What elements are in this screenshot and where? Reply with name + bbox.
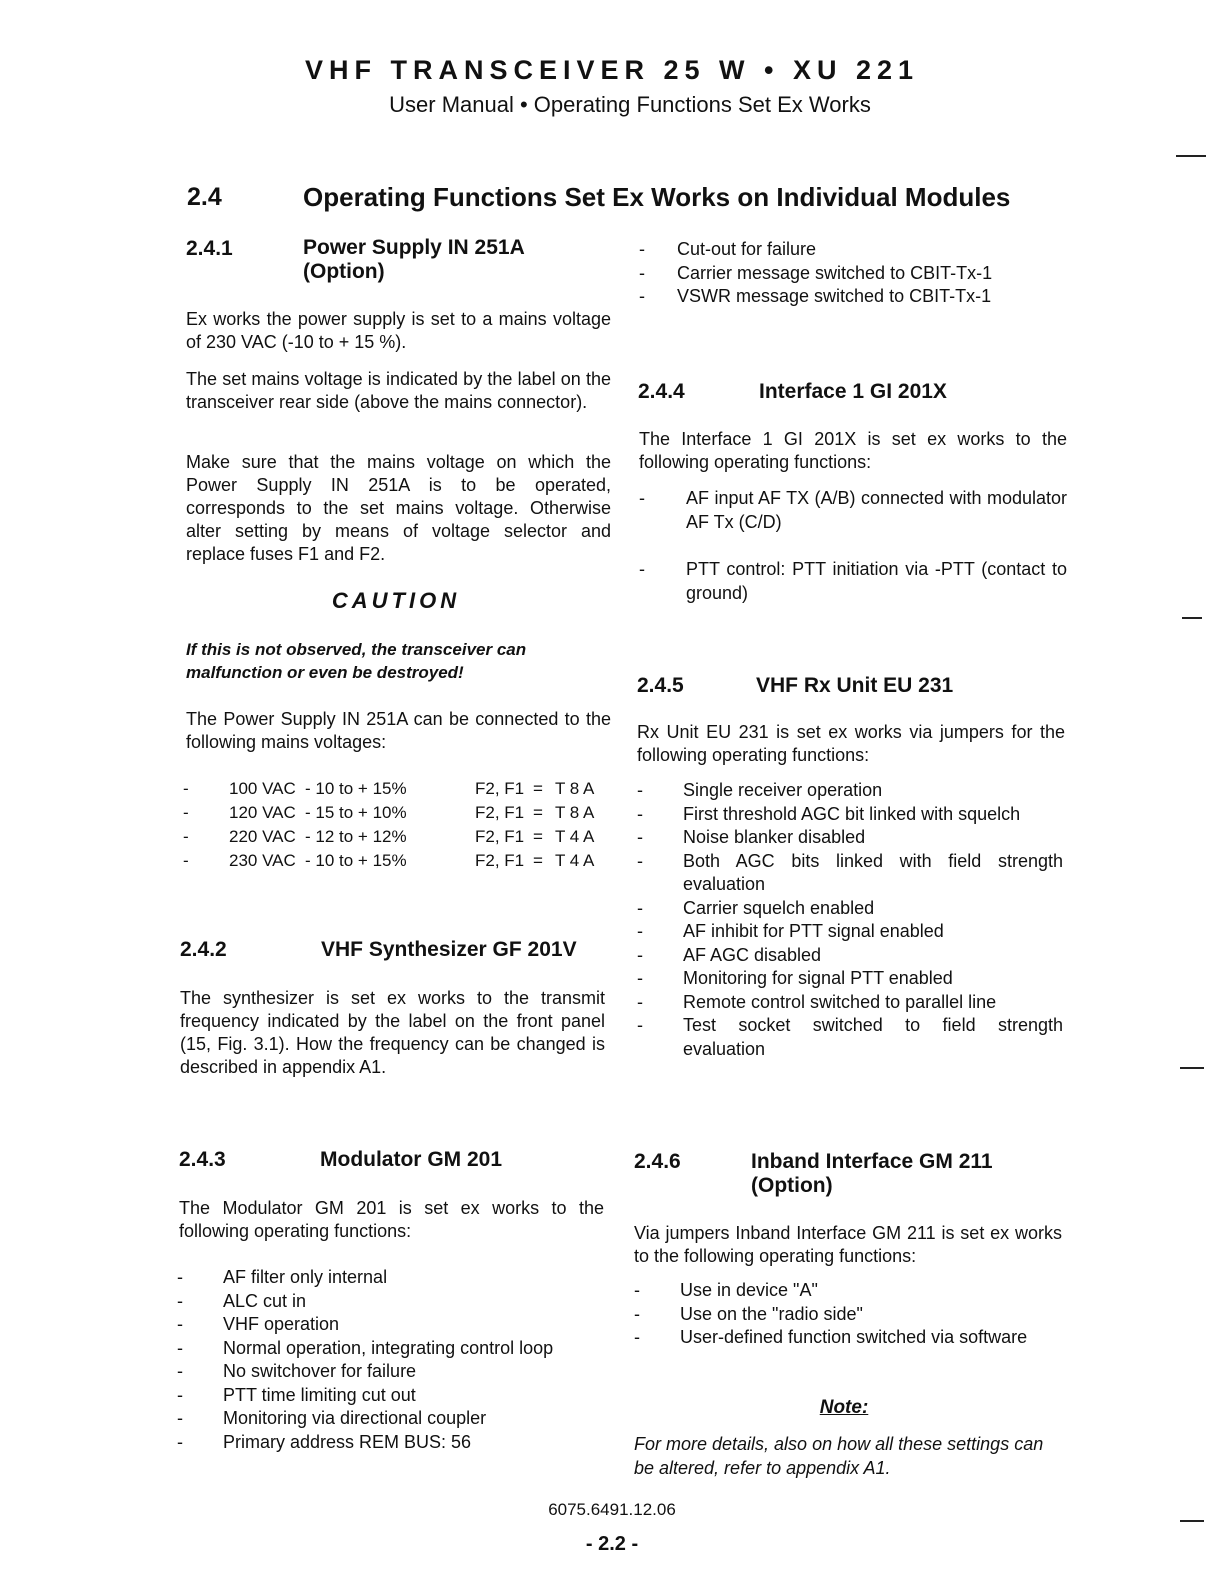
- margin-mark: [1180, 1067, 1204, 1069]
- table-cell-voltage: 230 VAC: [229, 851, 296, 870]
- table-cell-value: T 4 A: [555, 827, 595, 846]
- bullet-dash: -: [637, 921, 643, 941]
- paragraph: Rx Unit EU 231 is set ex works via jumpers for the following operating functions:: [637, 722, 1065, 765]
- list-item: [177, 1384, 603, 1408]
- table-cell-range: - 15 to + 10%: [305, 803, 407, 822]
- mains-voltage-table: [183, 777, 615, 873]
- bullet-dash: -: [637, 780, 643, 800]
- caution-text: If this is not observed, the transceiver can malfunction or even be destroyed!: [186, 640, 527, 682]
- paragraph: The Interface 1 GI 201X is set ex works to the following operating functions:: [639, 429, 1067, 472]
- table-cell-eq: =: [533, 803, 543, 822]
- list-item: [637, 826, 1063, 850]
- bullet-dash: -: [634, 1327, 640, 1347]
- list-item-text: First threshold AGC bit linked with squelch: [683, 803, 1021, 824]
- table-cell-range: - 10 to + 15%: [305, 779, 407, 798]
- bullet-dash: -: [177, 1314, 183, 1334]
- table-cell-fuse: F2, F1: [475, 851, 525, 870]
- subsection-title-245: VHF Rx Unit EU 231: [756, 674, 954, 697]
- table-row: [183, 777, 615, 801]
- paragraph: The Modulator GM 201 is set ex works to the following operating functions:: [179, 1198, 604, 1241]
- bullet-dash: -: [177, 1267, 183, 1287]
- bullet-dash: -: [177, 1408, 183, 1428]
- bullet-dash: -: [637, 1015, 643, 1035]
- list-item-text: Monitoring for signal PTT enabled: [683, 968, 953, 988]
- bullet-dash: -: [637, 968, 643, 988]
- list-item-text: AF AGC disabled: [683, 944, 822, 965]
- bullet-dash: -: [639, 262, 645, 283]
- subsection-number-245: 2.4.5: [637, 674, 684, 697]
- list-item: [177, 1266, 603, 1290]
- subsection-title-246: [751, 1150, 993, 1198]
- list-item: [639, 285, 1069, 309]
- list-item: [637, 897, 1063, 921]
- list-item: [177, 1360, 603, 1384]
- list-item-text: PTT control: PTT initiation via -PTT (contact to ground): [686, 559, 1067, 603]
- list-item: [177, 1313, 603, 1337]
- list-item-text: Carrier message switched to CBIT-Tx-1: [677, 262, 993, 283]
- page-number: - 2.2 -: [585, 1533, 639, 1555]
- document-code: 6075.6491.12.06: [548, 1500, 676, 1519]
- list-item-text: Cut-out for failure: [677, 239, 817, 259]
- list-item-text: AF input AF TX (A/B) connected with modulator AF Tx (C/D): [686, 488, 1067, 532]
- table-cell-dash: -: [183, 827, 189, 846]
- bullet-dash: -: [639, 239, 645, 259]
- table-cell-value: T 4 A: [555, 851, 595, 870]
- bullet-dash: -: [637, 803, 643, 824]
- paragraph: The Power Supply IN 251A can be connected to the following mains voltages:: [186, 709, 611, 752]
- title-line: (Option): [303, 260, 385, 283]
- list-item-text: User-defined function switched via software: [680, 1327, 1028, 1347]
- list-item-text: VHF operation: [223, 1314, 340, 1334]
- list-item: [637, 991, 1063, 1015]
- list-item-text: AF filter only internal: [223, 1267, 388, 1287]
- list-item: [639, 487, 1067, 534]
- bullet-dash: -: [639, 488, 645, 508]
- caution-heading: CAUTION: [331, 588, 461, 613]
- list-item-text: Both AGC bits linked with field strength evaluation: [683, 850, 1063, 894]
- margin-mark: [1176, 155, 1206, 157]
- bullet-dash: -: [177, 1337, 183, 1358]
- subsection-title-244: Interface 1 GI 201X: [759, 380, 947, 403]
- paragraph: The set mains voltage is indicated by the label on the transceiver rear side (above the mains connector).: [186, 369, 611, 412]
- list-item-text: VSWR message switched to CBIT-Tx-1: [677, 286, 992, 306]
- list-item: [639, 262, 1069, 286]
- list-item: [639, 558, 1067, 605]
- subsection-number-246: 2.4.6: [634, 1150, 681, 1173]
- margin-mark: [1180, 1520, 1204, 1522]
- list-item-text: Use on the "radio side": [680, 1303, 863, 1324]
- table-cell-eq: =: [533, 851, 543, 870]
- section-title: Operating Functions Set Ex Works on Individual Modules: [303, 182, 1011, 212]
- list-item: [637, 944, 1063, 968]
- list-item: [177, 1431, 603, 1455]
- list-item: [177, 1290, 603, 1314]
- paragraph: Via jumpers Inband Interface GM 211 is set ex works to the following operating functions:: [634, 1223, 1062, 1266]
- modulator-list: [177, 1266, 603, 1454]
- table-cell-voltage: 120 VAC: [229, 803, 296, 822]
- title-line: Power Supply IN 251A: [303, 236, 525, 259]
- subsection-title-243: Modulator GM 201: [320, 1148, 503, 1171]
- table-cell-fuse: F2, F1: [475, 827, 525, 846]
- document-subtitle: User Manual • Operating Functions Set Ex Works: [389, 92, 871, 117]
- bullet-dash: -: [177, 1384, 183, 1405]
- list-item: [637, 920, 1063, 944]
- table-cell-voltage: 100 VAC: [229, 779, 296, 798]
- bullet-dash: -: [637, 944, 643, 965]
- document-title: VHF TRANSCEIVER 25 W • XU 221: [304, 55, 920, 85]
- table-row: [183, 825, 615, 849]
- table-cell-fuse: F2, F1: [475, 779, 525, 798]
- list-item: [177, 1337, 603, 1361]
- title-line: Inband Interface GM 211: [751, 1150, 993, 1173]
- rx-unit-list: [637, 779, 1063, 1061]
- subsection-number-241: 2.4.1: [186, 237, 233, 260]
- list-item: [637, 803, 1063, 827]
- bullet-dash: -: [637, 850, 643, 871]
- bullet-dash: -: [637, 991, 643, 1012]
- bullet-dash: -: [177, 1290, 183, 1311]
- list-item: [634, 1303, 1060, 1327]
- list-item-text: Remote control switched to parallel line: [683, 991, 997, 1012]
- table-cell-value: T 8 A: [555, 779, 595, 798]
- subsection-number-243: 2.4.3: [179, 1148, 226, 1171]
- list-item-text: ALC cut in: [223, 1290, 307, 1311]
- bullet-dash: -: [637, 897, 643, 918]
- section-number: 2.4: [187, 183, 222, 211]
- subsection-number-242: 2.4.2: [180, 938, 227, 961]
- table-cell-range: - 12 to + 12%: [305, 827, 407, 846]
- paragraph: Make sure that the mains voltage on which the Power Supply IN 251A is to be operated, corresponds to the set mains voltage. Otherwise alter setting by means of voltage selector and replace fuses F1 and F2.: [186, 452, 611, 564]
- table-cell-dash: -: [183, 779, 189, 798]
- margin-mark: [1182, 617, 1202, 619]
- table-cell-eq: =: [533, 827, 543, 846]
- list-item: [637, 967, 1063, 991]
- table-cell-dash: -: [183, 803, 189, 822]
- list-item: [177, 1407, 603, 1431]
- table-row: [183, 801, 615, 825]
- subsection-title-242: VHF Synthesizer GF 201V: [321, 938, 577, 961]
- note-text: For more details, also on how all these settings can be altered, refer to appendix A1.: [634, 1434, 1044, 1478]
- list-item: [634, 1326, 1060, 1350]
- list-item: [637, 779, 1063, 803]
- table-cell-value: T 8 A: [555, 803, 595, 822]
- table-cell-voltage: 220 VAC: [229, 827, 296, 846]
- interface-list: [639, 487, 1067, 605]
- bullet-dash: -: [177, 1361, 183, 1381]
- bullet-dash: -: [637, 827, 643, 847]
- list-item-text: Normal operation, integrating control loop: [223, 1337, 554, 1358]
- list-item-text: AF inhibit for PTT signal enabled: [683, 921, 944, 941]
- list-item-text: PTT time limiting cut out: [223, 1384, 416, 1405]
- table-cell-range: - 10 to + 15%: [305, 851, 407, 870]
- inband-list: [634, 1279, 1060, 1350]
- table-cell-fuse: F2, F1: [475, 803, 525, 822]
- title-line: (Option): [751, 1174, 833, 1197]
- modulator-list-continued: [639, 238, 1069, 309]
- list-item-text: Carrier squelch enabled: [683, 897, 875, 918]
- bullet-dash: -: [639, 559, 645, 579]
- note-label: Note:: [819, 1397, 869, 1418]
- paragraph: Ex works the power supply is set to a mains voltage of 230 VAC (-10 to + 15 %).: [186, 309, 611, 352]
- bullet-dash: -: [634, 1280, 640, 1300]
- bullet-dash: -: [177, 1431, 183, 1452]
- list-item: [639, 238, 1069, 262]
- list-item-text: No switchover for failure: [223, 1361, 417, 1381]
- paragraph: The synthesizer is set ex works to the transmit frequency indicated by the label on the front panel (15, Fig. 3.1). How the frequency can be changed is described in appendix A1.: [180, 988, 605, 1077]
- table-cell-eq: =: [533, 779, 543, 798]
- list-item: [637, 1014, 1063, 1061]
- table-row: [183, 849, 615, 873]
- list-item-text: Monitoring via directional coupler: [223, 1408, 487, 1428]
- list-item-text: Noise blanker disabled: [683, 827, 866, 847]
- table-cell-dash: -: [183, 851, 189, 870]
- list-item-text: Single receiver operation: [683, 780, 883, 800]
- list-item-text: Use in device "A": [680, 1280, 818, 1300]
- bullet-dash: -: [639, 286, 645, 306]
- list-item: [637, 850, 1063, 897]
- list-item-text: Test socket switched to field strength evaluation: [683, 1015, 1063, 1059]
- list-item: [634, 1279, 1060, 1303]
- subsection-title-241: [303, 236, 525, 284]
- list-item-text: Primary address REM BUS: 56: [223, 1431, 472, 1452]
- bullet-dash: -: [634, 1303, 640, 1324]
- subsection-number-244: 2.4.4: [638, 380, 685, 403]
